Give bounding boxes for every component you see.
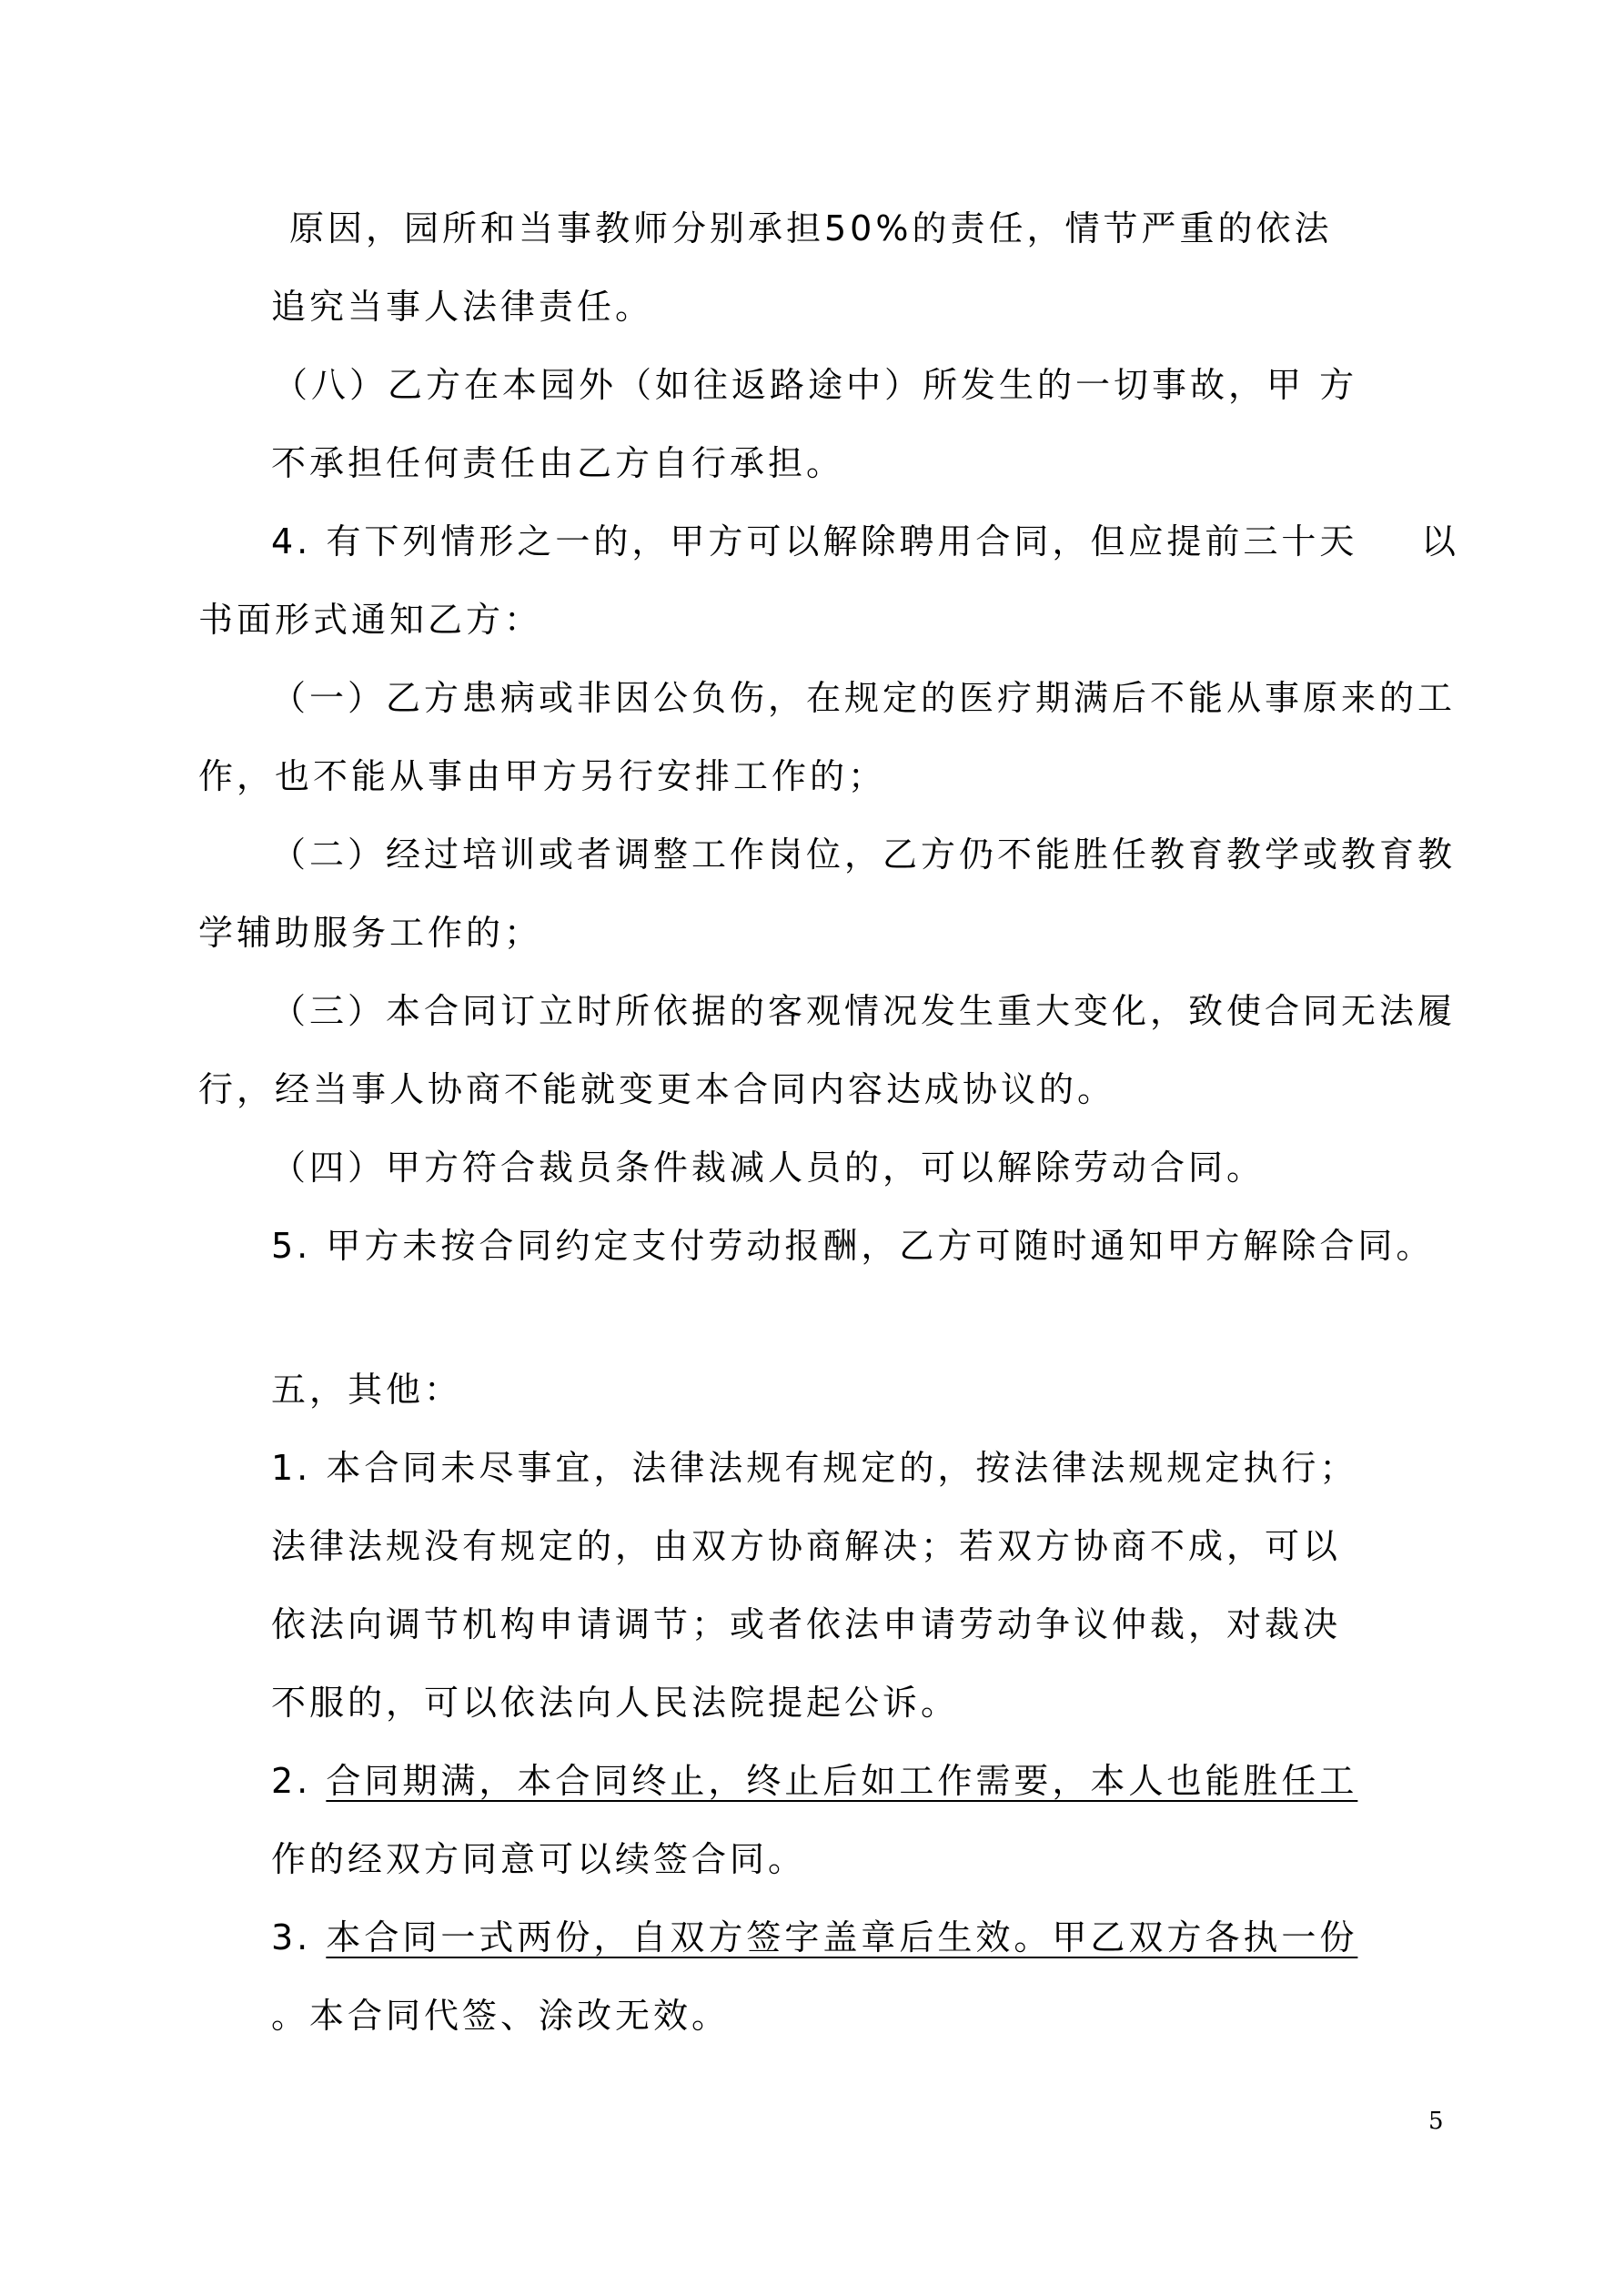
text-line: 学辅助服务工作的；: [198, 913, 543, 953]
text-line: 作的经双方同意可以续签合同。: [271, 1839, 807, 1879]
text-line: 原因，园所和当事教师分别承担50%的责任，情节严重的依法: [289, 208, 1333, 248]
text-line: 1. 本合同未尽事宜，法律法规有规定的，按法律法规规定执行；: [271, 1448, 1358, 1488]
text-line: （八）乙方在本园外（如往返路途中）所发生的一切事故，甲 方: [273, 365, 1358, 405]
text-line: 。本合同代签、涂改无效。: [271, 1996, 731, 2036]
text-line: [271, 1761, 1358, 1801]
text-line: 追究当事人法律责任。: [271, 287, 654, 327]
text-line: 5. 甲方未按合同约定支付劳动报酬，乙方可随时通知甲方解除合同。: [271, 1226, 1435, 1266]
text-line: 不服的，可以依法向人民法院提起公诉。: [271, 1683, 960, 1723]
text-line: 依法向调节机构申请调节；或者依法申请劳动争议仲裁，对裁决: [271, 1604, 1342, 1644]
underlined-text: 合同期满，本合同终止，终止后如工作需要，本人也能胜任工: [326, 1761, 1358, 1801]
underlined-text: 本合同一式两份，自双方签字盖章后生效。甲乙双方各执一份: [326, 1917, 1358, 1957]
text-line: 不承担任何责任由乙方自行承担。: [271, 443, 845, 483]
text-line: 4. 有下列情形之一的，甲方可以解除聘用合同，但应提前三十天: [271, 521, 1358, 561]
list-number: 3.: [271, 1917, 327, 1957]
text-line: 行，经当事人协商不能就变更本合同内容达成协议的。: [198, 1069, 1116, 1109]
text-line: 以: [1421, 521, 1460, 561]
section-heading: 五，其他：: [271, 1370, 463, 1410]
text-line: [271, 1917, 1358, 1957]
text-line: 作，也不能从事由甲方另行安排工作的；: [198, 756, 887, 796]
list-number: 2.: [271, 1761, 327, 1801]
text-line: （三）本合同订立时所依据的客观情况发生重大变化，致使合同无法履: [271, 991, 1457, 1031]
text-line: （四）甲方符合裁员条件裁减人员的，可以解除劳动合同。: [271, 1148, 1266, 1188]
text-line: （二）经过培训或者调整工作岗位，乙方仍不能胜任教育教学或教育教: [271, 834, 1457, 875]
text-line: （一）乙方患病或非因公负伤，在规定的医疗期满后不能从事原来的工: [271, 678, 1457, 718]
page-number: 5: [1428, 2108, 1444, 2135]
text-line: 法律法规没有规定的，由双方协商解决；若双方协商不成，可以: [271, 1526, 1342, 1566]
text-line: 书面形式通知乙方：: [198, 600, 543, 640]
